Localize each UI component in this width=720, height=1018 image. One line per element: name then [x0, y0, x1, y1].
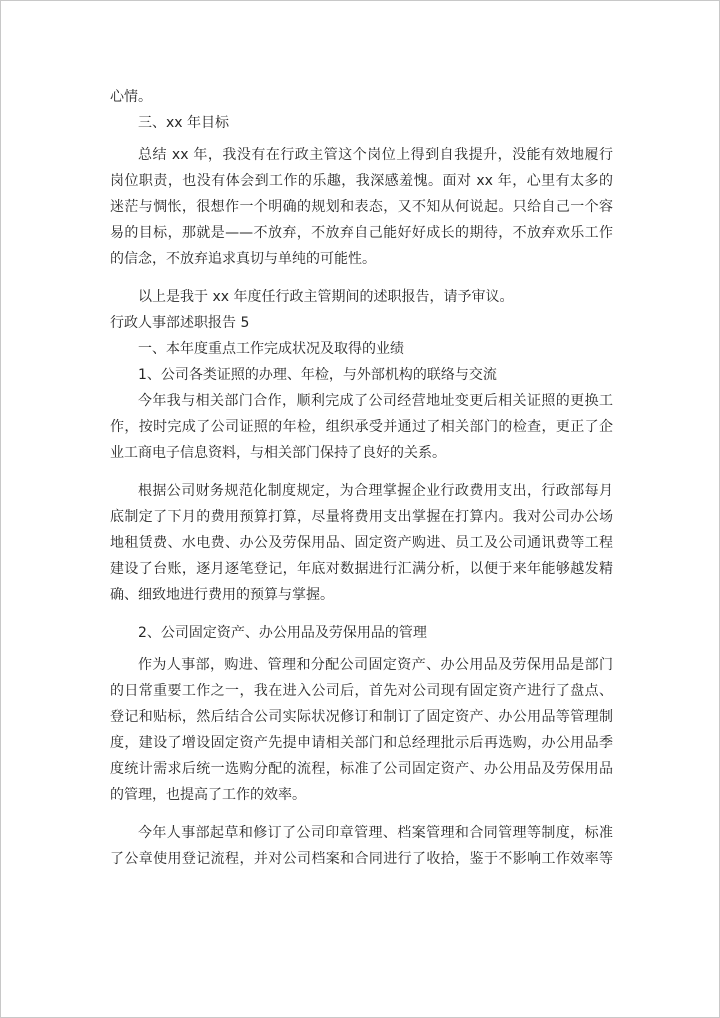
- report-title: 行政人事部述职报告 5: [110, 315, 250, 331]
- text-line: 底制定了下月的费用预算打算，尽量将费用支出掌握在打算内。我对公司办公场: [110, 509, 613, 525]
- text-line: 度统计需求后统一选购分配的流程，标准了公司固定资产、办公用品及劳保用品: [110, 761, 613, 777]
- text-line: 确、细致地进行费用的预算与掌握。: [110, 587, 334, 603]
- section-heading: 三、xx 年目标: [138, 115, 230, 131]
- subsection-heading: 2、公司固定资产、办公用品及劳保用品的管理: [138, 625, 427, 641]
- text-line: 的信念，不放弃追求真切与单纯的可能性。: [110, 251, 376, 267]
- text-line: 心情。: [110, 89, 152, 105]
- text-line: 度，建设了增设固定资产先提申请相关部门和总经理批示后再选购，办公用品季: [110, 735, 613, 751]
- text-line: 根据公司财务规范化制度规定，为合理掌握企业行政费用支出，行政部每月: [138, 483, 613, 499]
- text-line: 作，按时完成了公司证照的年检，组织承受并通过了相关部门的检查，更正了企: [110, 419, 613, 435]
- text-line: 的日常重要工作之一，我在进入公司后，首先对公司现有固定资产进行了盘点、: [110, 683, 613, 699]
- document-body: [110, 84, 613, 872]
- text-line: 易的目标，那就是——不放弃，不放弃自己能好好成长的期待，不放弃欢乐工作: [110, 225, 613, 241]
- text-line: 业工商电子信息资料，与相关部门保持了良好的关系。: [110, 445, 446, 461]
- text-line: 的管理，也提高了工作的效率。: [110, 787, 306, 803]
- text-line: 建设了台账，逐月逐笔登记，年底对数据进行汇满分析，以便于来年能够越发精: [110, 561, 613, 577]
- text-line: 迷茫与惆怅，很想作一个明确的规划和表态，又不知从何说起。只给自己一个容: [110, 199, 613, 215]
- section-heading: 一、本年度重点工作完成状况及取得的业绩: [138, 341, 404, 357]
- subsection-heading: 1、公司各类证照的办理、年检，与外部机构的联络与交流: [138, 367, 497, 383]
- text-line: 地租赁费、水电费、办公及劳保用品、固定资产购进、员工及公司通讯费等工程: [110, 535, 613, 551]
- text-line: 总结 xx 年，我没有在行政主管这个岗位上得到自我提升，没能有效地履行: [138, 147, 613, 163]
- text-line: 登记和贴标，然后结合公司实际状况修订和制订了固定资产、办公用品等管理制: [110, 709, 613, 725]
- text-line: 了公章使用登记流程，并对公司档案和合同进行了收拾，鉴于不影响工作效率等: [110, 851, 613, 867]
- text-line: 作为人事部，购进、管理和分配公司固定资产、办公用品及劳保用品是部门: [138, 657, 613, 673]
- text-line: 今年人事部起草和修订了公司印章管理、档案管理和合同管理等制度，标准: [138, 825, 613, 841]
- text-line: 今年我与相关部门合作，顺利完成了公司经营地址变更后相关证照的更换工: [138, 393, 613, 409]
- text-line: 以上是我于 xx 年度任行政主管期间的述职报告，请予审议。: [138, 289, 514, 305]
- text-line: 岗位职责，也没有体会到工作的乐趣，我深感羞愧。面对 xx 年，心里有太多的: [110, 173, 613, 189]
